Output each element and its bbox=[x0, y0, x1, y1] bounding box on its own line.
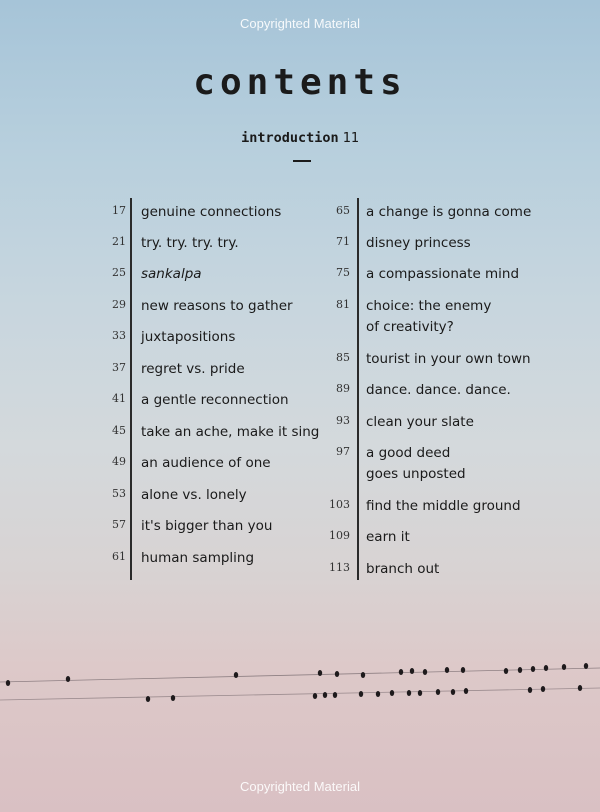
toc-title: clean your slate bbox=[366, 414, 474, 430]
toc-page-number: 85 bbox=[336, 351, 350, 364]
birds-on-wires-illustration bbox=[0, 650, 600, 710]
toc-page-number: 103 bbox=[329, 498, 350, 511]
toc-title: alone vs. lonely bbox=[141, 487, 247, 503]
toc-page-number: 33 bbox=[112, 329, 126, 342]
toc-page-number: 113 bbox=[329, 561, 350, 574]
toc-page-number: 17 bbox=[112, 204, 126, 217]
power-line bbox=[0, 668, 600, 682]
toc-page-number: 53 bbox=[112, 487, 126, 500]
toc-title: take an ache, make it sing bbox=[141, 424, 320, 440]
introduction-entry bbox=[0, 130, 600, 146]
toc-title: earn it bbox=[366, 529, 410, 545]
toc-page-number: 75 bbox=[336, 266, 350, 279]
toc-title: find the middle ground bbox=[366, 498, 521, 514]
toc-page-number: 97 bbox=[336, 445, 350, 458]
toc-title: genuine connections bbox=[141, 204, 282, 220]
toc-page-number: 21 bbox=[112, 235, 126, 248]
toc-title: a change is gonna come bbox=[366, 204, 532, 220]
toc-title: sankalpa bbox=[141, 266, 202, 282]
toc-title: an audience of one bbox=[141, 455, 271, 471]
copyright-watermark-bottom: Copyrighted Material bbox=[240, 779, 360, 794]
toc-title: it's bigger than you bbox=[141, 518, 273, 534]
toc-page-number: 49 bbox=[112, 455, 126, 468]
toc-title: regret vs. pride bbox=[141, 361, 245, 377]
toc-page-number: 71 bbox=[336, 235, 350, 248]
right-column-rule bbox=[357, 198, 359, 580]
power-line bbox=[0, 688, 600, 700]
toc-title: juxtapositions bbox=[141, 329, 236, 345]
toc-title: a gentle reconnection bbox=[141, 392, 289, 408]
toc-title: human sampling bbox=[141, 550, 255, 566]
toc-title: try. try. try. try. bbox=[141, 235, 239, 251]
toc-page-number: 57 bbox=[112, 518, 126, 531]
toc-page-number: 45 bbox=[112, 424, 126, 437]
toc-page-number: 37 bbox=[112, 361, 126, 374]
toc-title: dance. dance. dance. bbox=[366, 382, 511, 398]
toc-page-number: 25 bbox=[112, 266, 126, 279]
toc-title: a good deed goes unposted bbox=[366, 445, 466, 482]
toc-page-number: 93 bbox=[336, 414, 350, 427]
copyright-watermark-top: Copyrighted Material bbox=[240, 16, 360, 31]
page-title: contents bbox=[193, 62, 407, 103]
left-column-rule bbox=[130, 198, 132, 580]
toc-title: tourist in your own town bbox=[366, 351, 531, 367]
toc-title: branch out bbox=[366, 561, 440, 577]
introduction-label: introduction bbox=[241, 130, 339, 146]
toc-page-number: 29 bbox=[112, 298, 126, 311]
bird-silhouettes bbox=[6, 663, 588, 702]
title-divider bbox=[293, 160, 311, 162]
toc-page-number: 65 bbox=[336, 204, 350, 217]
toc-title: a compassionate mind bbox=[366, 266, 520, 282]
toc-page-number: 81 bbox=[336, 298, 350, 311]
toc-title: disney princess bbox=[366, 235, 471, 251]
toc-page-number: 41 bbox=[112, 392, 126, 405]
introduction-page: 11 bbox=[342, 130, 359, 146]
toc-page-number: 61 bbox=[112, 550, 126, 563]
toc-title: choice: the enemy of creativity? bbox=[366, 298, 492, 335]
toc-title: new reasons to gather bbox=[141, 298, 293, 314]
toc-page-number: 89 bbox=[336, 382, 350, 395]
toc-page-number: 109 bbox=[329, 529, 350, 542]
